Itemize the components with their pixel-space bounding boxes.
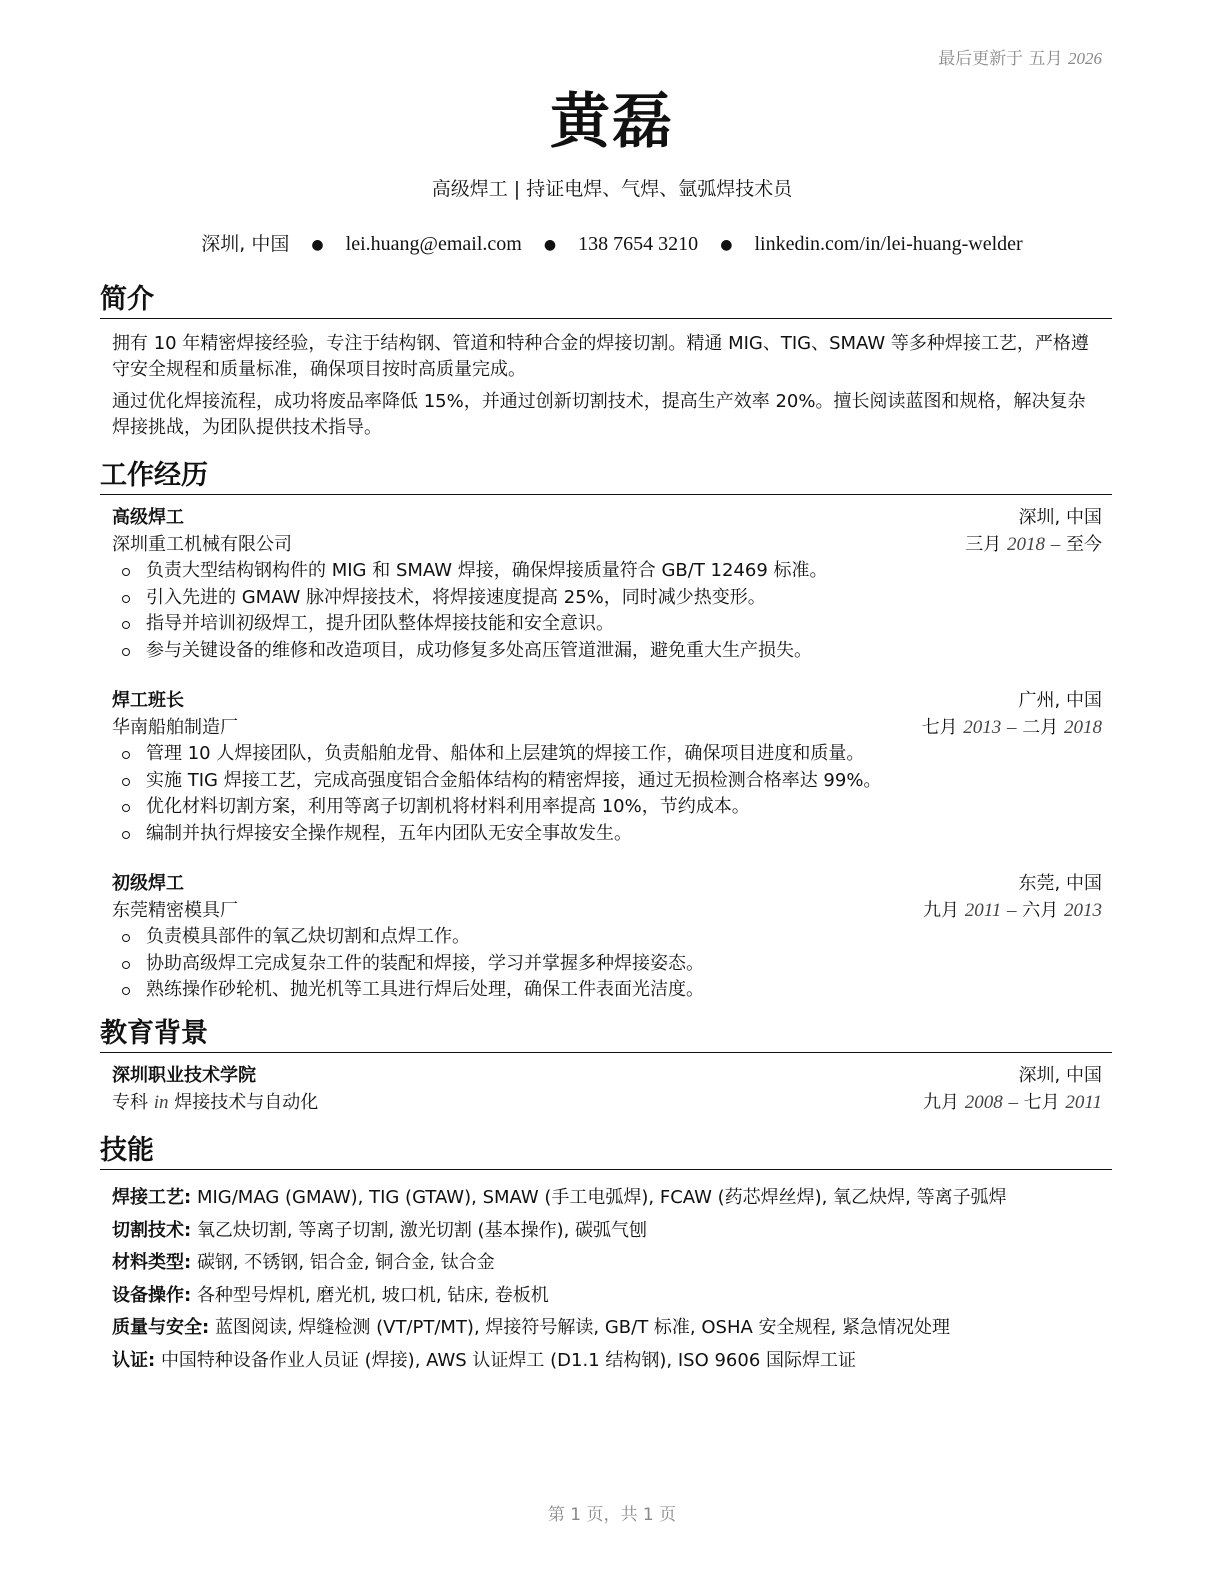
list-item: 指导并培训初级焊工，提升团队整体焊接技能和安全意识。 (120, 611, 1102, 638)
section-title-experience: 工作经历 (100, 458, 1112, 495)
section-title-skills: 技能 (100, 1133, 1112, 1170)
list-item: 负责模具部件的氧乙炔切割和点焊工作。 (120, 924, 1102, 951)
job-location: 深圳, 中国 (1018, 507, 1102, 528)
date-separator: – (1008, 1091, 1018, 1113)
contact-email[interactable]: lei.huang@email.com (345, 233, 522, 255)
job-title: 焊工班长 (112, 690, 184, 711)
last-updated-prefix: 最后更新于 (938, 49, 1024, 69)
contact-location: 深圳, 中国 (201, 233, 290, 255)
bullet-separator-icon: ● (543, 237, 557, 253)
skill-value: MIG/MAG (GMAW), TIG (GTAW), SMAW (手工电弧焊), FCAW (药芯焊丝焊), 氧乙炔焊, 等离子弧焊 (196, 1187, 1007, 1208)
job-dates (923, 898, 1102, 925)
last-updated-year: 2026 (1068, 49, 1102, 68)
list-item: 编制并执行焊接安全操作规程，五年内团队无安全事故发生。 (120, 821, 1102, 848)
contact-linkedin[interactable]: linkedin.com/in/lei-huang-welder (754, 233, 1023, 255)
skill-row (112, 1312, 1102, 1345)
skill-value: 中国特种设备作业人员证 (焊接), AWS 认证焊工 (D1.1 结构钢), ISO 9606 国际焊工证 (160, 1349, 856, 1371)
experience-section (100, 458, 1112, 1004)
contact-bar (0, 230, 1224, 259)
list-item: 管理 10 人焊接团队，负责船舶龙骨、船体和上层建筑的焊接工作，确保项目进度和质量。 (120, 741, 1102, 768)
skill-label: 焊接工艺: (112, 1187, 192, 1208)
start-month: 九月 (922, 1091, 959, 1113)
start-year: 2013 (963, 716, 1002, 738)
date-separator: – (1050, 533, 1061, 555)
job-bullets (112, 924, 1102, 1004)
company-name: 深圳重工机械有限公司 (112, 533, 292, 555)
list-item: 优化材料切割方案，利用等离子切割机将材料利用率提高 10%，节约成本。 (120, 794, 1102, 821)
job-location: 广州, 中国 (1018, 690, 1102, 711)
skills-list (100, 1182, 1112, 1377)
date-separator: – (1007, 716, 1017, 738)
skill-row (112, 1247, 1102, 1280)
skill-row (112, 1182, 1102, 1215)
end-month: 二月 (1022, 716, 1059, 738)
summary-paragraph: 拥有 10 年精密焊接经验，专注于结构钢、管道和特种合金的焊接切割。精通 MIG、TIG、SMAW 等多种焊接工艺，严格遵守安全规程和质量标准，确保项目按时高质量完成。 (112, 333, 1089, 380)
last-updated-month: 五月 (1028, 49, 1063, 69)
list-item: 协助高级焊工完成复杂工件的装配和焊接，学习并掌握多种焊接姿态。 (120, 951, 1102, 978)
school-name: 深圳职业技术学院 (112, 1065, 256, 1086)
experience-entry (100, 505, 1112, 664)
list-item: 参与关键设备的维修和改造项目，成功修复多处高压管道泄漏，避免重大生产损失。 (120, 638, 1102, 665)
skill-label: 认证: (112, 1349, 156, 1371)
page-footer: 第 1 页，共 1 页 (547, 1505, 677, 1525)
start-year: 2008 (964, 1091, 1003, 1113)
degree-level: 专科 (112, 1091, 148, 1113)
summary-paragraph: 通过优化焊接流程，成功将废品率降低 15%，并通过创新切割技术，提高生产效率 20%。擅长阅读蓝图和规格，解决复杂焊接挑战，为团队提供技术指导。 (112, 391, 1086, 438)
skill-value: 碳钢, 不锈钢, 铝合金, 铜合金, 钛合金 (196, 1252, 495, 1273)
job-title: 初级焊工 (112, 873, 184, 894)
candidate-name: 黄磊 (550, 87, 674, 157)
job-bullets (112, 741, 1102, 847)
company-name: 东莞精密模具厂 (112, 899, 238, 921)
skill-row (112, 1215, 1102, 1248)
start-month: 三月 (965, 533, 1002, 555)
skill-row (112, 1345, 1102, 1378)
section-title-education: 教育背景 (100, 1016, 1112, 1053)
start-month: 七月 (921, 716, 958, 738)
education-dates (923, 1090, 1102, 1117)
start-year: 2011 (964, 899, 1002, 921)
skill-row (112, 1280, 1102, 1313)
skill-value: 氧乙炔切割, 等离子切割, 激光切割 (基本操作), 碳弧气刨 (196, 1219, 648, 1241)
experience-entry (100, 688, 1112, 847)
list-item: 负责大型结构钢构件的 MIG 和 SMAW 焊接，确保焊接质量符合 GB/T 12469 标准。 (120, 558, 1102, 585)
skill-label: 质量与安全: (112, 1317, 210, 1338)
education-section (100, 1016, 1112, 1116)
job-bullets (112, 558, 1102, 664)
list-item: 引入先进的 GMAW 脉冲焊接技术，将焊接速度提高 25%，同时减少热变形。 (120, 585, 1102, 612)
education-entry (100, 1063, 1112, 1116)
skill-label: 切割技术: (112, 1219, 192, 1241)
bullet-separator-icon: ● (720, 237, 733, 253)
end-year: 2013 (1064, 899, 1102, 921)
summary-body (100, 331, 1112, 441)
job-location: 东莞, 中国 (1018, 873, 1102, 894)
school-location: 深圳, 中国 (1018, 1065, 1102, 1086)
date-separator: – (1007, 899, 1017, 921)
degree-in: in (153, 1091, 169, 1113)
list-item: 熟练操作砂轮机、抛光机等工具进行焊后处理，确保工件表面光洁度。 (120, 977, 1102, 1004)
degree (112, 1090, 318, 1117)
job-dates (922, 715, 1102, 742)
experience-entry (100, 871, 1112, 1004)
job-dates (965, 532, 1102, 559)
end-month: 至今 (1066, 533, 1102, 555)
headline: 高级焊工 | 持证电焊、气焊、氩弧焊技术员 (431, 178, 793, 200)
end-month: 六月 (1022, 899, 1059, 921)
skills-section (100, 1133, 1112, 1377)
start-month: 九月 (922, 899, 959, 921)
skill-label: 设备操作: (112, 1284, 192, 1306)
company-name: 华南船舶制造厂 (112, 716, 238, 738)
end-year: 2011 (1065, 1091, 1102, 1113)
end-month: 七月 (1023, 1091, 1060, 1113)
skill-value: 各种型号焊机, 磨光机, 坡口机, 钻床, 卷板机 (196, 1284, 549, 1306)
skill-value: 蓝图阅读, 焊缝检测 (VT/PT/MT), 焊接符号解读, GB/T 标准, OSHA 安全规程, 紧急情况处理 (214, 1317, 950, 1338)
skill-label: 材料类型: (112, 1252, 192, 1273)
section-title-summary: 简介 (100, 282, 1112, 319)
list-item: 实施 TIG 焊接工艺，完成高强度铝合金船体结构的精密焊接，通过无损检测合格率达 99%。 (120, 768, 1102, 795)
contact-phone[interactable]: 138 7654 3210 (578, 233, 699, 255)
start-year: 2018 (1007, 533, 1046, 555)
last-updated (938, 44, 1102, 69)
end-year: 2018 (1064, 716, 1102, 738)
degree-major: 焊接技术与自动化 (174, 1091, 319, 1113)
bullet-separator-icon: ● (311, 237, 324, 253)
job-title: 高级焊工 (112, 507, 184, 528)
summary-section (100, 282, 1112, 447)
